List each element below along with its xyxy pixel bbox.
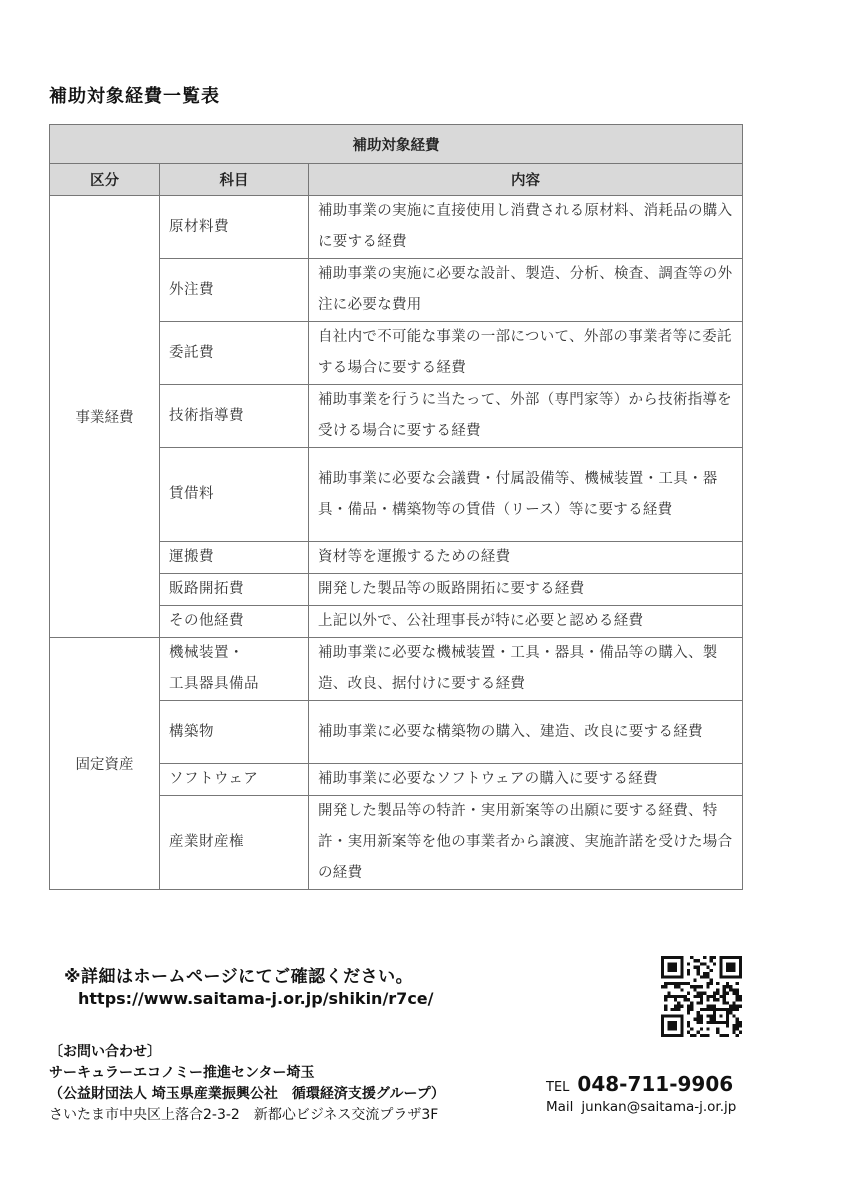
description-cell: 補助事業に必要な会議費・付属設備等、機械装置・工具・器具・備品・構築物等の賃借（リース）等に要する経費 xyxy=(309,448,743,542)
item-cell xyxy=(160,259,309,322)
item-label: 原材料費 xyxy=(169,218,229,235)
description-cell: 資材等を運搬するための経費 xyxy=(309,542,743,574)
qr-code-icon[interactable] xyxy=(661,956,742,1037)
email xyxy=(546,1099,736,1115)
description-cell: 補助事業に必要な構築物の購入、建造、改良に要する経費 xyxy=(309,701,743,764)
item-label: 販路開拓費 xyxy=(169,581,244,597)
item-label: ソフトウェア xyxy=(169,771,259,787)
item-label: その他経費 xyxy=(169,613,244,629)
column-header-description: 内容 xyxy=(309,164,743,196)
table-body xyxy=(50,196,743,890)
item-cell xyxy=(160,764,309,796)
category-cell: 固定資産 xyxy=(50,638,160,890)
contact-address: さいたま市中央区上落合2-3-2 新都心ビジネス交流プラザ3F xyxy=(49,1107,439,1123)
contact-block xyxy=(49,1042,445,1126)
item-cell xyxy=(160,322,309,385)
table-row xyxy=(50,638,743,701)
contact-organization: サーキュラーエコノミー推進センター埼玉 xyxy=(49,1065,315,1081)
item-label: 機械装置・ xyxy=(169,645,244,661)
column-header-item: 科目 xyxy=(160,164,309,196)
contact-department: （公益財団法人 埼玉県産業振興公社 循環経済支援グループ） xyxy=(49,1086,445,1102)
description-cell: 開発した製品等の特許・実用新案等の出願に要する経費、特許・実用新案等を他の事業者から譲渡、実施許諾を受けた場合の経費 xyxy=(309,796,743,890)
item-label: 賃借料 xyxy=(169,486,214,502)
item-label: 構築物 xyxy=(169,723,214,740)
tel-label: TEL xyxy=(546,1080,570,1095)
item-cell xyxy=(160,701,309,764)
description-cell: 補助事業の実施に直接使用し消費される原材料、消耗品の購入に要する経費 xyxy=(309,196,743,259)
item-cell xyxy=(160,448,309,542)
item-cell xyxy=(160,196,309,259)
item-label: 産業財産権 xyxy=(169,834,244,850)
contact-heading: 〔お問い合わせ〕 xyxy=(49,1044,161,1060)
column-header-category: 区分 xyxy=(50,164,160,196)
item-cell xyxy=(160,796,309,890)
expense-table xyxy=(49,124,743,890)
document-title: 補助対象経費一覧表 xyxy=(49,86,220,107)
item-label: 運搬費 xyxy=(169,549,214,565)
item-label: 委託費 xyxy=(169,344,214,361)
item-label: 技術指導費 xyxy=(169,407,244,424)
notice-text: ※詳細はホームページにてご確認ください。 xyxy=(64,967,414,987)
item-label: 工具器具備品 xyxy=(169,676,259,692)
item-cell xyxy=(160,638,309,701)
item-label: 外注費 xyxy=(169,281,214,298)
description-cell: 開発した製品等の販路開拓に要する経費 xyxy=(309,574,743,606)
description-cell: 補助事業の実施に必要な設計、製造、分析、検査、調査等の外注に必要な費用 xyxy=(309,259,743,322)
mail-label: Mail xyxy=(546,1099,574,1115)
description-cell: 自社内で不可能な事業の一部について、外部の事業者等に委託する場合に要する経費 xyxy=(309,322,743,385)
item-cell xyxy=(160,385,309,448)
description-cell: 補助事業に必要なソフトウェアの購入に要する経費 xyxy=(309,764,743,796)
table-header: 補助対象経費 xyxy=(50,125,743,164)
website-link[interactable]: https://www.saitama-j.or.jp/shikin/r7ce/ xyxy=(78,989,434,1008)
telephone xyxy=(546,1072,733,1096)
mail-address[interactable]: junkan@saitama-j.or.jp xyxy=(581,1099,737,1115)
table-row xyxy=(50,196,743,259)
category-cell: 事業経費 xyxy=(50,196,160,638)
description-cell: 補助事業に必要な機械装置・工具・器具・備品等の購入、製造、改良、据付けに要する経費 xyxy=(309,638,743,701)
tel-number[interactable]: 048-711-9906 xyxy=(577,1072,734,1096)
item-cell xyxy=(160,606,309,638)
description-cell: 補助事業を行うに当たって、外部（専門家等）から技術指導を受ける場合に要する経費 xyxy=(309,385,743,448)
item-cell xyxy=(160,574,309,606)
item-cell xyxy=(160,542,309,574)
description-cell: 上記以外で、公社理事長が特に必要と認める経費 xyxy=(309,606,743,638)
